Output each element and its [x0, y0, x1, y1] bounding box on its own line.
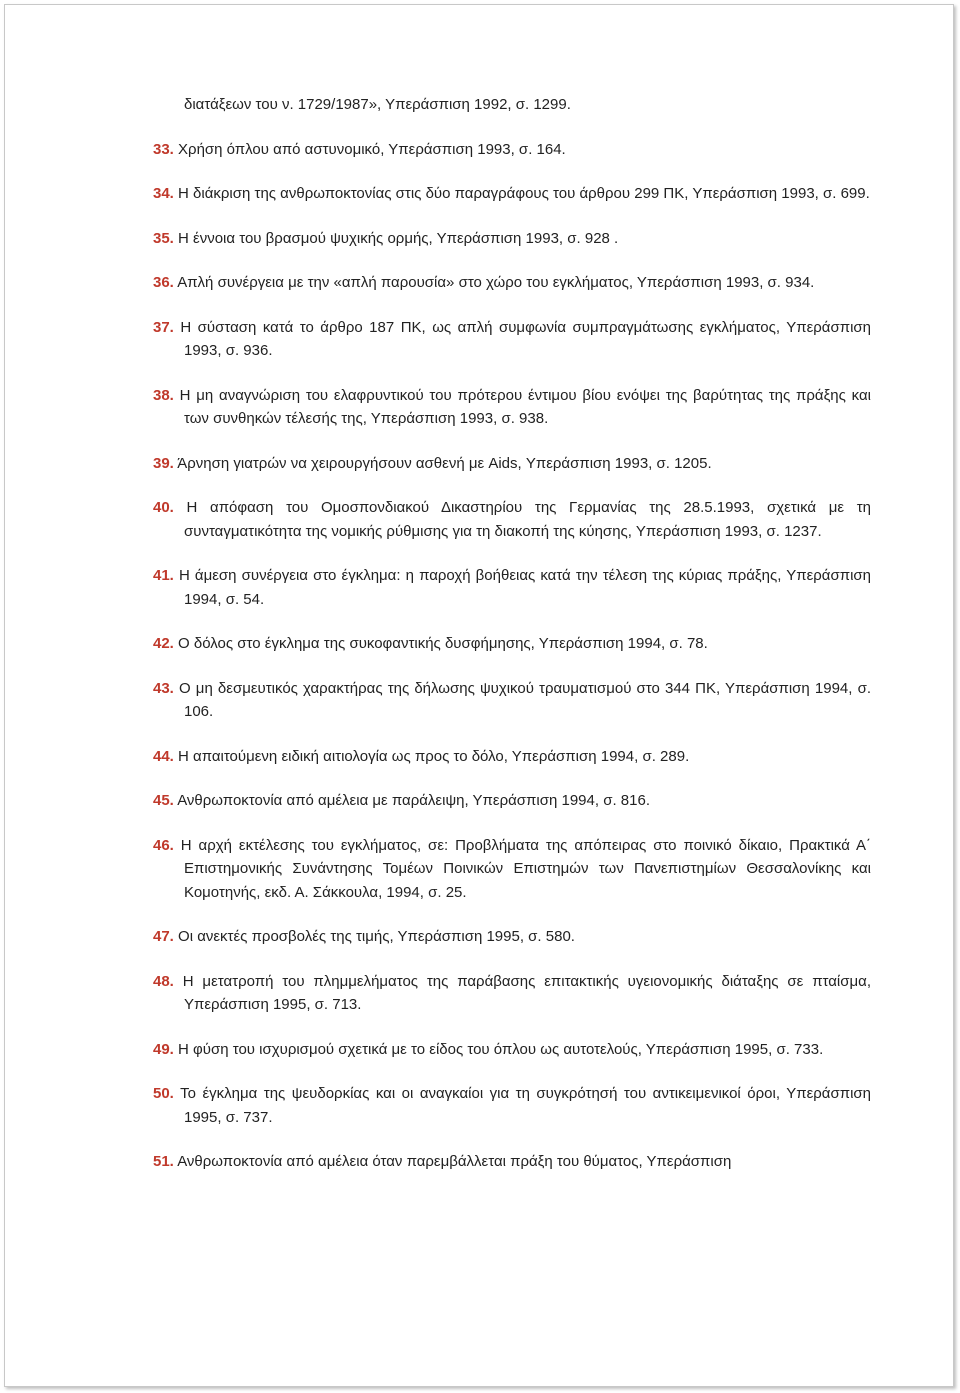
item-number: 50. — [153, 1085, 174, 1102]
list-item — [153, 384, 871, 431]
item-text: Το έγκλημα της ψευδορκίας και οι αναγκαίοι για τη συγκρότησή του αντικειμενικοί όροι, Υπεράσπιση 1995, σ. 737. — [180, 1085, 871, 1126]
item-text: Άρνηση γιατρών να χειρουργήσουν ασθενή με Aids, Υπεράσπιση 1993, σ. 1205. — [177, 454, 712, 472]
item-text: Η σύσταση κατά το άρθρο 187 ΠΚ, ως απλή συμφωνία συμπραγμάτωσης εγκλήματος, Υπεράσπιση 1993, σ. 936. — [180, 318, 872, 359]
item-number: 51. — [153, 1153, 174, 1170]
item-number: 45. — [153, 792, 174, 809]
item-text: Η απαιτούμενη ειδική αιτιολογία ως προς το δόλο, Υπεράσπιση 1994, σ. 289. — [178, 747, 690, 765]
item-text: Οι ανεκτές προσβολές της τιμής, Υπεράσπιση 1995, σ. 580. — [178, 928, 575, 945]
item-number: 49. — [153, 1040, 174, 1058]
item-number: 33. — [153, 140, 174, 158]
item-number: 42. — [153, 635, 174, 652]
item-text: Ο μη δεσμευτικός χαρακτήρας της δήλωσης ψυχικού τραυματισμού στο 344 ΠΚ, Υπεράσπιση 1994, σ. 106. — [179, 679, 871, 720]
item-number: 41. — [153, 567, 174, 584]
item-text: Χρήση όπλου από αστυνομικό, Υπεράσπιση 1993, σ. 164. — [178, 140, 566, 158]
item-number: 39. — [153, 454, 174, 472]
list-item — [153, 564, 871, 611]
item-number: 35. — [153, 229, 174, 247]
item-text: Απλή συνέργεια με την «απλή παρουσία» στο χώρο του εγκλήματος, Υπεράσπιση 1993, σ. 934. — [177, 274, 815, 291]
item-number: 43. — [153, 679, 174, 697]
list-item — [153, 227, 871, 251]
item-text: Η απόφαση του Ομοσπονδιακού Δικαστηρίου της Γερμανίας της 28.5.1993, σχετικά με τη συνταγματικότητα της νομικής ρύθμισης για τη διακοπή της κύησης, Υπεράσπιση 1993, σ. 1237. — [184, 499, 871, 540]
item-text: Η φύση του ισχυρισμού σχετικά με το είδος του όπλου ως αυτοτελούς, Υπεράσπιση 1995, σ. 733. — [178, 1040, 824, 1058]
list-item — [153, 1082, 871, 1129]
list-item — [153, 632, 871, 656]
list-item — [153, 745, 871, 769]
list-item-continuation — [153, 93, 871, 117]
list-item — [153, 834, 871, 905]
item-text: Ο δόλος στο έγκλημα της συκοφαντικής δυσφήμησης, Υπεράσπιση 1994, σ. 78. — [178, 635, 708, 652]
list-item — [153, 1038, 871, 1062]
item-text: Η αρχή εκτέλεσης του εγκλήματος, σε: Προβλήματα της απόπειρας στο ποινικό δίκαιο, Πρακτικά Α΄ Επιστημονικής Συνάντησης Τομέων Ποινικών Επιστημών των Πανεπιστημίων Θεσσαλονίκης και Κομοτηνής, εκδ. Α. Σάκκουλα, 1994, σ. 25. — [180, 836, 872, 901]
list-item — [153, 1150, 871, 1174]
list-item — [153, 316, 871, 363]
continuation-text: διατάξεων του ν. 1729/1987», Υπεράσπιση 1992, σ. 1299. — [184, 96, 571, 113]
item-text: Η έννοια του βρασμού ψυχικής ορμής, Υπεράσπιση 1993, σ. 928 . — [178, 229, 619, 247]
item-number: 40. — [153, 499, 174, 516]
list-item — [153, 496, 871, 543]
item-text: Η άμεση συνέργεια στο έγκλημα: η παροχή βοήθειας κατά την τέλεση της κύριας πράξης, Υπεράσπιση 1994, σ. 54. — [178, 567, 871, 608]
list-item — [153, 970, 871, 1017]
item-text: Η διάκριση της ανθρωποκτονίας στις δύο παραγράφους του άρθρου 299 ΠΚ, Υπεράσπιση 1993, σ. 699. — [178, 185, 870, 202]
item-number: 36. — [153, 274, 174, 291]
item-number: 46. — [153, 836, 174, 854]
list-item — [153, 452, 871, 476]
item-number: 34. — [153, 185, 174, 202]
list-item — [153, 925, 871, 949]
item-number: 44. — [153, 747, 174, 765]
item-number: 48. — [153, 972, 174, 990]
list-item — [153, 677, 871, 724]
document-page — [4, 4, 954, 1387]
item-text: Η μη αναγνώριση του ελαφρυντικού του πρότερου έντιμου βίου ενόψει της βαρύτητας της πράξης και των συνθηκών τέλεσής της, Υπεράσπιση 1993, σ. 938. — [179, 386, 871, 427]
list-item — [153, 182, 871, 206]
item-number: 47. — [153, 928, 174, 945]
item-text: Ανθρωποκτονία από αμέλεια όταν παρεμβάλλεται πράξη του θύματος, Υπεράσπιση — [177, 1153, 732, 1170]
publication-list — [153, 93, 871, 1195]
list-item — [153, 138, 871, 162]
item-text: Η μετατροπή του πλημμελήματος της παράβασης επιτακτικής υγειονομικής διάταξης σε πταίσμα, Υπεράσπιση 1995, σ. 713. — [182, 972, 871, 1013]
item-number: 37. — [153, 318, 174, 336]
item-text: Ανθρωποκτονία από αμέλεια με παράλειψη, Υπεράσπιση 1994, σ. 816. — [177, 792, 650, 809]
list-item — [153, 271, 871, 295]
list-item — [153, 789, 871, 813]
item-number: 38. — [153, 386, 174, 404]
